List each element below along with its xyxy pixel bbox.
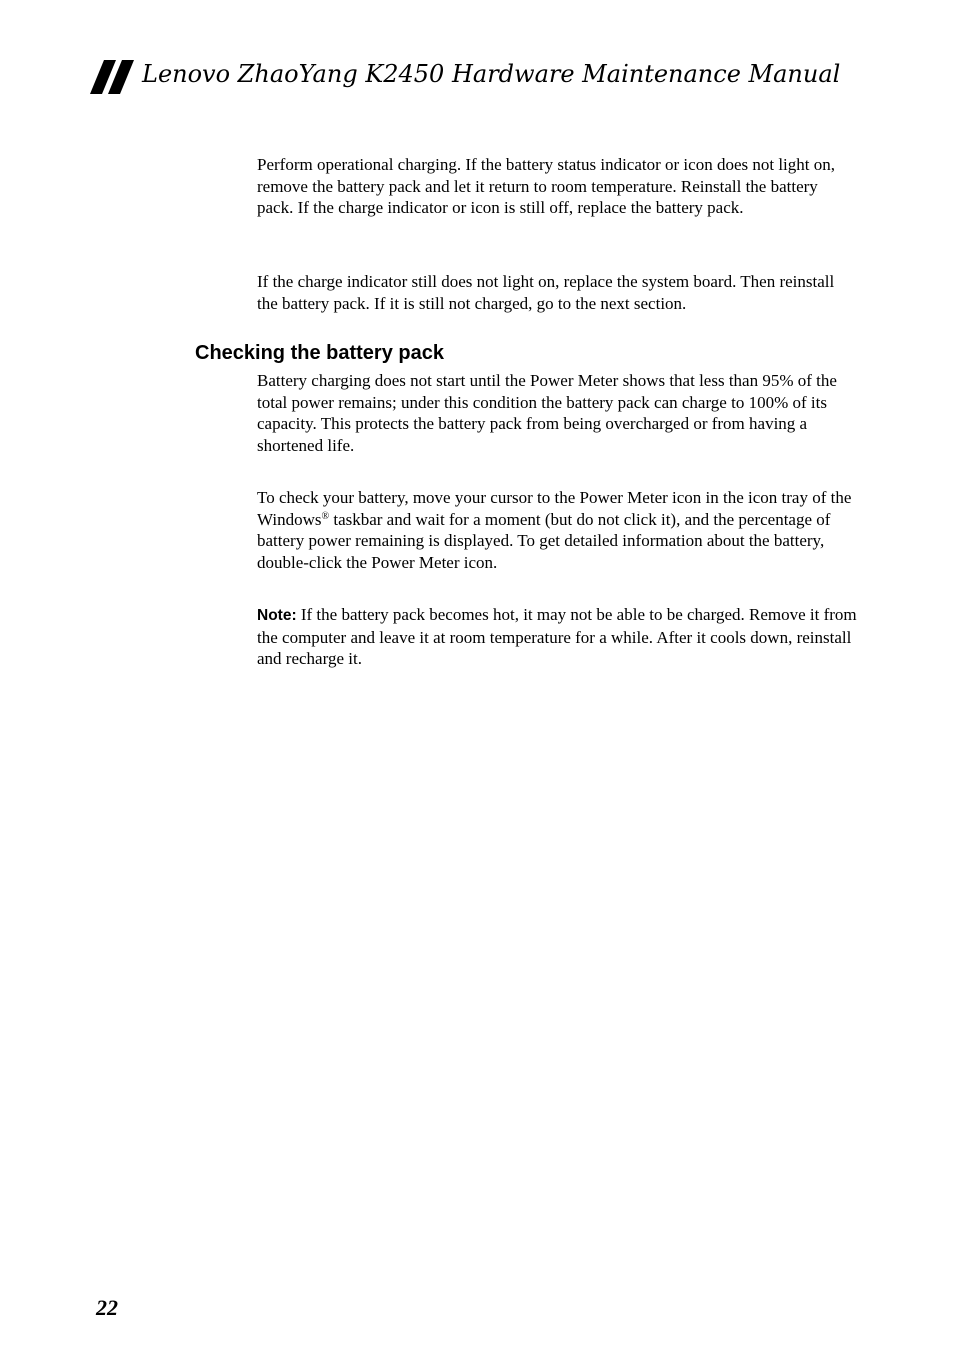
registered-mark: ® — [321, 510, 330, 522]
note-text: If the battery pack becomes hot, it may not be able to be charged. Remove it from the computer and leave it at room temperature for a while. After it cools down, reinstall and recharge it. — [257, 605, 857, 669]
paragraph-operational-charging: Perform operational charging. If the battery status indicator or icon does not light on, remove the battery pack and let it return to room temperature. Reinstall the battery pack. If the charge indicator or icon is still off, replace the battery pack. — [257, 155, 836, 218]
page-header — [90, 56, 890, 96]
note-label: Note: — [257, 607, 297, 624]
paragraph-replace-system-board: If the charge indicator still does not light on, replace the system board. Then reinstall the battery pack. If it is still not charged, go to the next section. — [257, 272, 835, 313]
double-slash-mark-icon — [90, 60, 136, 94]
paragraph-battery-charging: Battery charging does not start until the Power Meter shows that less than 95% of the total power remains; under this condition the battery pack can charge to 100% of its capacity. This protects the battery pack from being overcharged or from having a shortened life. — [257, 371, 837, 456]
manual-title: Lenovo ZhaoYang K2450 Hardware Maintenance Manual — [142, 60, 841, 88]
section-heading: Checking the battery pack — [195, 342, 444, 364]
check-battery-text-2: taskbar and wait for a moment (but do not click it), and the percentage of battery power remaining is displayed. To get detailed information about the battery, double-click the Power Meter icon. — [257, 509, 831, 573]
page-number: 22 — [96, 1295, 118, 1320]
note-paragraph — [257, 604, 857, 670]
paragraph-check-battery — [257, 487, 857, 574]
check-battery-text-1: To check your battery, move your cursor to the Power Meter icon in the icon tray of the Windows — [257, 488, 852, 529]
